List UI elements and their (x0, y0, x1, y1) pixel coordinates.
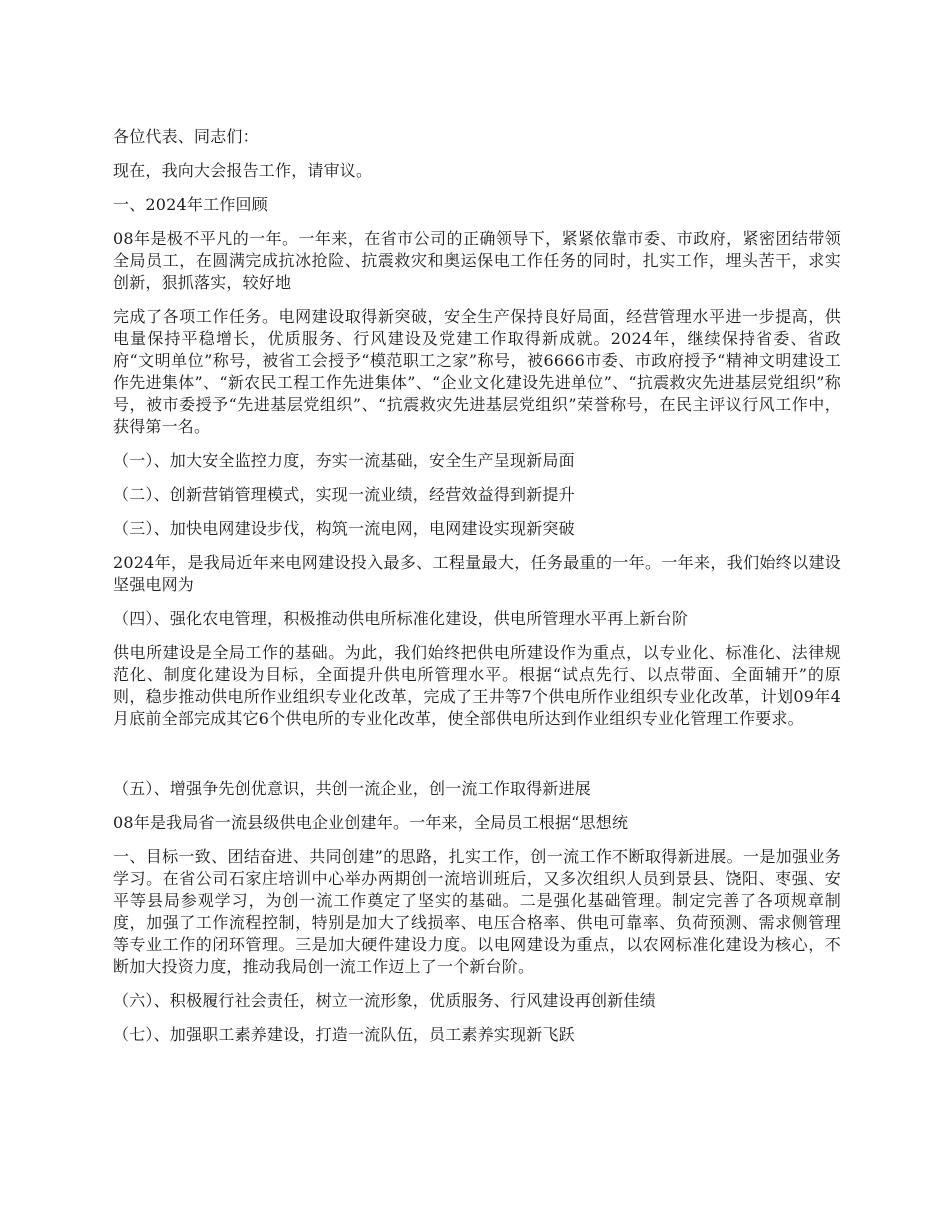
subsection-heading-7: （七）、加强职工素养建设，打造一流队伍，员工素养实现新飞跃 (113, 1025, 575, 1044)
body-paragraph: 供电所建设是全局工作的基础。为此，我们始终把供电所建设作为重点，以专业化、标准化、法律规范化、制度化建设为目标，全面提升供电所管理水平。根据“试点先行、以点带面、全面辅开”的原则，稳步推动供电所作业组织专业化改革，完成了王井等7个供电所作业组织专业化改革，计划09年4月底前全部完成其它6个供电所的专业化改革，使全部供电所达到作业组织专业化管理工作要求。 (113, 643, 841, 728)
section-heading-review: 一、2024年工作回顾 (113, 195, 268, 214)
subsection-heading-1: （一）、加大安全监控力度，夯实一流基础，安全生产呈现新局面 (113, 451, 575, 470)
subsection-heading-2: （二）、创新营销管理模式，实现一流业绩，经营效益得到新提升 (113, 485, 575, 504)
body-paragraph: 08年是我局省一流县级供电企业创建年。一年来，全局员工根据“思想统 (113, 813, 629, 832)
body-paragraph: 完成了各项工作任务。电网建设取得新突破，安全生产保持良好局面，经营管理水平进一步提高，供电量保持平稳增长，优质服务、行风建设及党建工作取得新成就。2024年，继续保持省委、省政府“文明单位”称号，被省工会授予“模范职工之家”称号，被6666市委、市政府授予“精神文明建设工作先进集体”、“新农民工程工作先进集体”、“企业文化建设先进单位”、“抗震救灾先进基层党组织”称号，被市委授予“先进基层党组织”、“抗震救灾先进基层党组织”荣誉称号，在民主评议行风工作中，获得第一名。 (113, 307, 841, 436)
document-body (113, 126, 841, 1058)
subsection-heading-5: （五）、增强争先创优意识，共创一流企业，创一流工作取得新进展 (113, 779, 592, 798)
subsection-heading-6: （六）、积极履行社会责任，树立一流形象，优质服务、行风建设再创新佳绩 (113, 991, 656, 1010)
subsection-heading-4: （四）、强化农电管理，积极推动供电所标准化建设，供电所管理水平再上新台阶 (113, 609, 689, 628)
salutation: 各位代表、同志们： (113, 127, 259, 146)
subsection-heading-3: （三）、加快电网建设步伐，构筑一流电网，电网建设实现新突破 (113, 519, 575, 538)
body-paragraph: 2024年，是我局近年来电网建设投入最多、工程量最大，任务最重的一年。一年来，我们始终以建设坚强电网为 (113, 553, 841, 594)
body-paragraph: 一、目标一致、团结奋进、共同创建”的思路，扎实工作，创一流工作不断取得新进展。一是加强业务学习。在省公司石家庄培训中心举办两期创一流培训班后，又多次组织人员到景县、饶阳、枣强、安平等县局参观学习，为创一流工作奠定了坚实的基础。二是强化基础管理。制定完善了各项规章制度，加强了工作流程控制，特别是加大了线损率、电压合格率、供电可靠率、负荷预测、需求侧管理等专业工作的闭环管理。三是加大硬件建设力度。以电网建设为重点，以农网标准化建设为核心，不断加大投资力度，推动我局创一流工作迈上了一个新台阶。 (113, 847, 841, 976)
opening-statement: 现在，我向大会报告工作，请审议。 (113, 161, 373, 180)
body-paragraph: 08年是极不平凡的一年。一年来，在省市公司的正确领导下，紧紧依靠市委、市政府，紧密团结带领全局员工，在圆满完成抗冰抢险、抗震救灾和奥运保电工作任务的同时，扎实工作，埋头苦干，求实创新，狠抓落实，较好地 (113, 229, 841, 292)
paragraph-spacer (113, 742, 841, 778)
